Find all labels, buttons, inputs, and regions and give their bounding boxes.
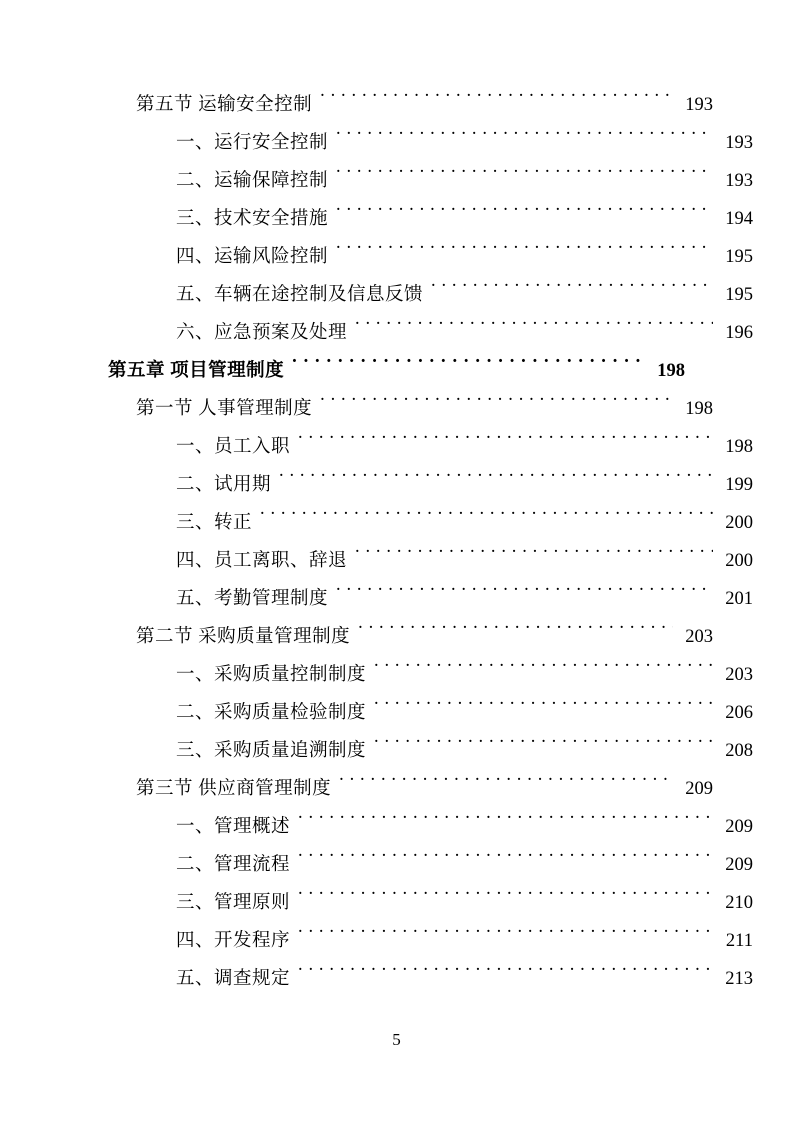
toc-entry-label: 五、车辆在途控制及信息反馈 (176, 285, 424, 305)
toc-entry-page: 213 (725, 969, 753, 989)
toc-entry-label: 一、管理概述 (176, 817, 291, 837)
toc-entry-label: 五、考勤管理制度 (176, 589, 329, 609)
toc-leader-dots (292, 358, 645, 377)
toc-entry[interactable] (108, 466, 753, 504)
toc-entry-label: 二、运输保障控制 (176, 171, 329, 191)
toc-entry-page: 203 (725, 665, 753, 685)
toc-leader-dots (358, 624, 673, 643)
toc-entry-label: 第一节 人事管理制度 (136, 399, 313, 419)
toc-leader-dots (339, 776, 673, 795)
toc-entry[interactable] (108, 808, 753, 846)
toc-entry-label: 三、转正 (176, 513, 253, 533)
toc-entry[interactable] (108, 428, 753, 466)
toc-entry-label: 二、采购质量检验制度 (176, 703, 367, 723)
toc-entry[interactable] (108, 390, 713, 428)
toc-entry-label: 一、运行安全控制 (176, 133, 329, 153)
toc-entry[interactable] (108, 960, 753, 998)
toc-entry[interactable] (108, 770, 713, 808)
toc-entry-label: 二、试用期 (176, 475, 272, 495)
toc-entry-page: 195 (725, 285, 753, 305)
toc-entry[interactable] (108, 504, 753, 542)
toc-entry[interactable] (108, 618, 713, 656)
toc-entry-label: 五、调查规定 (176, 969, 291, 989)
toc-entry-label: 三、管理原则 (176, 893, 291, 913)
toc-entry-page: 195 (725, 247, 753, 267)
toc-entry-page: 193 (725, 133, 753, 153)
toc-entry-label: 一、采购质量控制制度 (176, 665, 367, 685)
toc-entry-page: 193 (685, 95, 713, 115)
toc-entry-page: 199 (725, 475, 753, 495)
toc-leader-dots (320, 396, 673, 415)
toc-entry-page: 206 (725, 703, 753, 723)
toc-entry[interactable] (108, 694, 753, 732)
toc-entry-page: 201 (725, 589, 753, 609)
toc-leader-dots (355, 548, 713, 567)
page-number: 5 (392, 1030, 401, 1049)
toc-leader-dots (355, 320, 713, 339)
toc-entry[interactable] (108, 124, 753, 162)
toc-entry-page: 211 (725, 931, 753, 951)
toc-leader-dots (298, 966, 713, 985)
toc-entry[interactable] (108, 580, 753, 618)
toc-entry-page: 203 (685, 627, 713, 647)
toc-entry-page: 209 (725, 855, 753, 875)
toc-leader-dots (298, 928, 713, 947)
toc-entry-label: 二、管理流程 (176, 855, 291, 875)
table-of-contents (108, 86, 753, 998)
toc-leader-dots (336, 244, 713, 263)
toc-entry-label: 四、员工离职、辞退 (176, 551, 348, 571)
toc-leader-dots (298, 814, 713, 833)
toc-leader-dots (320, 92, 673, 111)
toc-entry-label: 第五章 项目管理制度 (108, 361, 285, 381)
toc-entry-label: 四、开发程序 (176, 931, 291, 951)
toc-entry-page: 198 (657, 361, 685, 381)
toc-leader-dots (374, 738, 713, 757)
toc-entry[interactable] (108, 846, 753, 884)
toc-entry[interactable] (108, 656, 753, 694)
toc-leader-dots (336, 130, 713, 149)
toc-leader-dots (374, 700, 713, 719)
toc-leader-dots (279, 472, 713, 491)
toc-entry[interactable] (108, 352, 685, 390)
toc-entry[interactable] (108, 86, 713, 124)
toc-leader-dots (298, 852, 713, 871)
toc-entry[interactable] (108, 162, 753, 200)
toc-entry-label: 三、采购质量追溯制度 (176, 741, 367, 761)
toc-entry-label: 六、应急预案及处理 (176, 323, 348, 343)
toc-entry-page: 210 (725, 893, 753, 913)
toc-entry[interactable] (108, 884, 753, 922)
toc-entry-label: 第三节 供应商管理制度 (136, 779, 332, 799)
toc-entry-label: 第二节 采购质量管理制度 (136, 627, 351, 647)
toc-entry-page: 198 (725, 437, 753, 457)
toc-leader-dots (298, 890, 713, 909)
toc-entry-label: 第五节 运输安全控制 (136, 95, 313, 115)
toc-entry[interactable] (108, 732, 753, 770)
toc-entry-page: 193 (725, 171, 753, 191)
toc-entry[interactable] (108, 200, 753, 238)
toc-entry-page: 194 (725, 209, 753, 229)
toc-entry-label: 一、员工入职 (176, 437, 291, 457)
toc-entry-page: 196 (725, 323, 753, 343)
toc-entry[interactable] (108, 542, 753, 580)
toc-entry-page: 200 (725, 513, 753, 533)
toc-leader-dots (336, 206, 713, 225)
toc-entry-page: 208 (725, 741, 753, 761)
toc-leader-dots (336, 168, 713, 187)
toc-entry-page: 200 (725, 551, 753, 571)
toc-leader-dots (431, 282, 713, 301)
toc-entry[interactable] (108, 276, 753, 314)
toc-leader-dots (260, 510, 713, 529)
toc-entry-label: 三、技术安全措施 (176, 209, 329, 229)
toc-entry[interactable] (108, 314, 753, 352)
toc-entry-page: 198 (685, 399, 713, 419)
toc-leader-dots (298, 434, 713, 453)
toc-entry-page: 209 (685, 779, 713, 799)
toc-entry-page: 209 (725, 817, 753, 837)
toc-leader-dots (336, 586, 713, 605)
toc-leader-dots (374, 662, 713, 681)
toc-entry-label: 四、运输风险控制 (176, 247, 329, 267)
toc-entry[interactable] (108, 922, 753, 960)
toc-entry[interactable] (108, 238, 753, 276)
